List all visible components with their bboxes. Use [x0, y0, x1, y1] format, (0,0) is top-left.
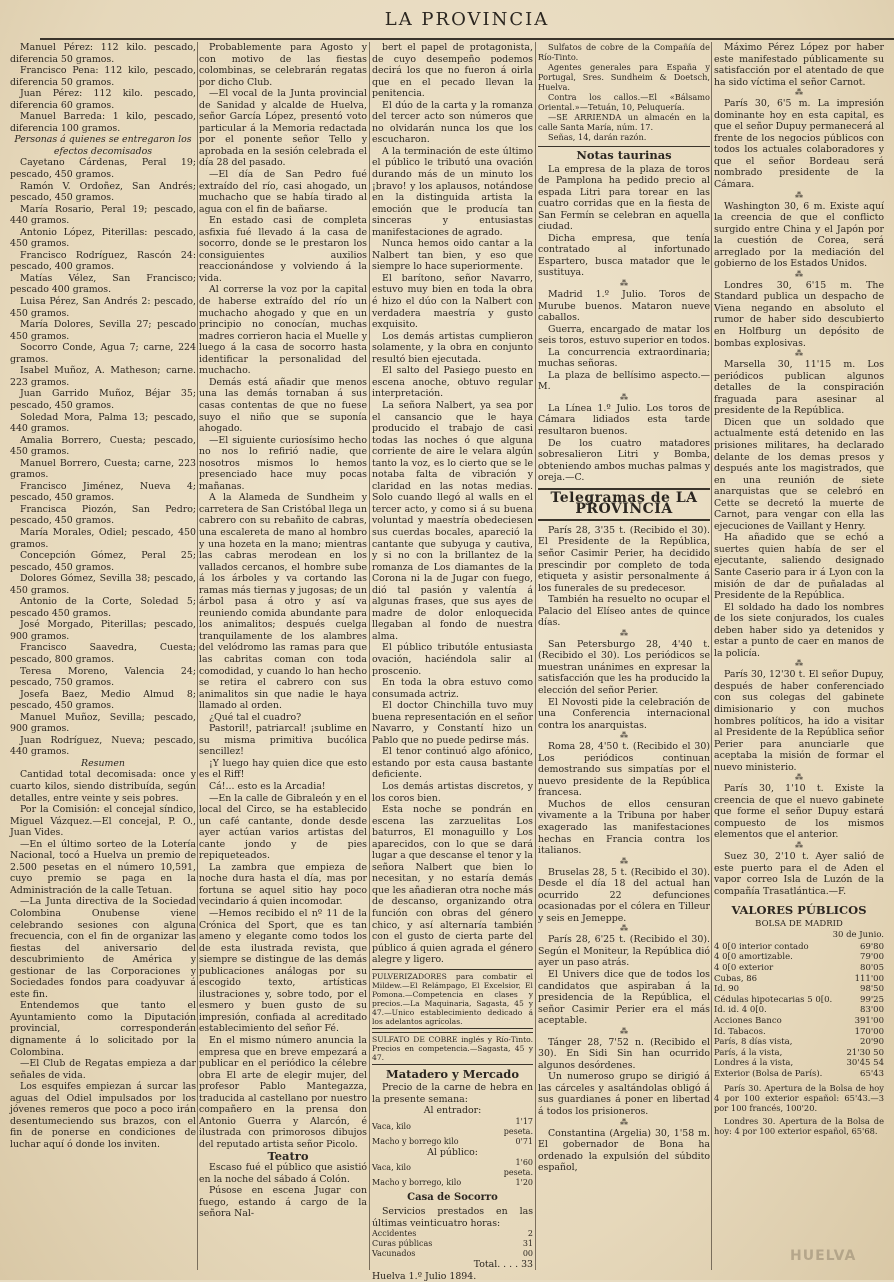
- row-value: 1'60 peseta.: [503, 1158, 533, 1178]
- article-paragraph: María Dolores, Sevilla 27; pescado 450 gramos.: [10, 319, 196, 342]
- bolsa-row: [714, 1027, 884, 1038]
- mercado-heading: Matadero y Mercado: [386, 1066, 519, 1081]
- column-rule: [711, 42, 712, 1270]
- article-paragraph: Por la Comisión: el concejal síndico, Miguel Vázquez.—El concejal, P. O., Juan Vides.: [10, 804, 196, 839]
- separator-asterisks: ⁂: [795, 88, 803, 98]
- article-paragraph: Ramón V. Ordoñez, San Andrés; pescado, 450 gramos.: [10, 180, 196, 204]
- article-paragraph: —En la calle de Gibraleón y en el local del Circo, se ha establecido un café cantante, donde desde ayer actúan varios artistas del cante jondo y de pies repiqueteados.: [199, 792, 367, 862]
- bolsa-label: París, 8 días vista,: [714, 1037, 793, 1048]
- bolsa-label: Cubas, 86: [714, 973, 758, 984]
- bolsa-label: Acciones Banco: [714, 1015, 782, 1026]
- row-label: Accidentes: [372, 1229, 417, 1239]
- article-paragraph: José Morgado, Piterillas; pescado, 900 gramos.: [10, 619, 196, 642]
- advert-line: Señas, 14, darán razón.: [548, 132, 647, 142]
- telegram-paragraph: El Univers dice que de todos los candidatos que aspiraban á la presidencia de la República, el señor Casimir Perier era el más aceptable.: [538, 969, 710, 1027]
- bolsa-label: 4 0[0 amortizable.: [714, 952, 793, 963]
- separator-asterisks: ⁂: [620, 628, 628, 638]
- mercado-intro: Precio de la carne de hebra en la presente semana:: [372, 1082, 533, 1105]
- telegram-paragraph: París 30, 6'5 m. La impresión dominante hoy en esta capital, es que el señor Dupuy permanecerá al frente de los negocios públicos con todos los actuales colaboradores y que el señor Bordeau será nombrado presidente de la Cámara.: [714, 98, 884, 191]
- telegram-paragraph: Roma 28, 4'50 t. (Recibido el 30) Los periódicos continuan demostrando sus simpatías por el nuevo presidente de la República francesa.: [538, 741, 710, 799]
- row-value: 1'20: [515, 1178, 533, 1188]
- separator-asterisks: ⁂: [795, 841, 803, 850]
- socorro-total: Total. . . . 33: [473, 1259, 533, 1271]
- mercado-row: [372, 1178, 533, 1188]
- column-rule: [369, 42, 370, 1270]
- separator-asterisks: ⁂: [620, 392, 628, 402]
- article-paragraph: Antonio López, Piterillas: pescado, 450 gramos.: [10, 226, 196, 250]
- bolsa-row: [714, 1016, 884, 1027]
- library-stamp: HUELVA: [790, 1248, 857, 1264]
- advert-line: Contra los callos.—El «Bálsamo Oriental.»—Tetuán, 10, Peluquería.: [538, 92, 710, 112]
- bolsa-value: 69'80: [860, 941, 884, 952]
- telegram-paragraph: Muchos de ellos censuran vivamente a la Tribuna por haber exagerado las manifestaciones hechas en Francia contra los italianos.: [538, 798, 710, 857]
- row-value: 0'71: [515, 1136, 533, 1146]
- bolsa-date: 30 de Junio.: [832, 930, 884, 941]
- advert-pulverizadores: PULVERIZADORES para combatir el Mildew.—El Relámpago, El Excelsior, El Pomona.—Competencia en clases y precios.—La Maquinaria, Sagasta, 45 y 47.—Unico establecimiento dedicado á los adelantos agrícolas.: [372, 969, 533, 1029]
- row-value: 00: [522, 1249, 533, 1259]
- article-paragraph: Cá!... esto es la Arcadia!: [209, 781, 326, 792]
- bolsa-row: [714, 1058, 884, 1069]
- article-paragraph: En toda la obra estuvo como consumada actriz.: [372, 677, 533, 700]
- article-paragraph: En el mismo número anuncia la empresa que en breve empezará a publicar en el periódico la célebre obra El arte de elegir mujer, del profesor Pablo Mantegazza, traducida al castellano por nuestro compañero en la prensa don Antonio Guerra y Alarcón, é ilustrada con primorosos dibujos del reputado artista señor Picolo.: [199, 1035, 367, 1150]
- row-label: Vaca, kilo: [372, 1163, 411, 1173]
- article-paragraph: Juan Pérez: 112 kilo. pescado, diferencia 60 gramos.: [10, 88, 196, 111]
- bolsa-table: [714, 942, 884, 1080]
- bolsa-label: Londres á la vista,: [714, 1058, 794, 1069]
- column-5: [714, 42, 884, 1267]
- telegram-paragraph: Washington 30, 6 m. Existe aquí la creencia de que el conflicto surgido entre China y el Japón por la cuestión de Corea, será arreglado por la mediación del gobierno de los Estados Unidos.: [714, 200, 884, 270]
- telegram-paragraph: París 28, 6'25 t. (Recibido el 30). Según el Moniteur, la República dió ayer un paso atrás.: [538, 934, 710, 969]
- article-paragraph: El tenor continuó algo afónico, estando por esta causa bastante deficiente.: [372, 746, 533, 781]
- article-paragraph: Amalia Borrero, Cuesta; pescado, 450 gramos.: [10, 434, 196, 458]
- article-paragraph: Esta noche se pondrán en escena las zarzuelitas Los baturros, El monaguillo y Los aparecidos, con lo que se dará lugar a que descanse el tenor y la señora Nalbert que bien lo necesitan, y no estaría demás que les añadieran otra noche más de descanso, organizando otra función con obras del género chico, y así alternaría también con el gusto de cierta parte del público á quien agrada el género alegre y ligero.: [372, 804, 534, 966]
- article-paragraph: Guerra, encargado de matar los seis toros, estuvo superior en todos.: [538, 323, 710, 347]
- article-paragraph: Josefa Baez, Medio Almud 8; pescado, 450 gramos.: [10, 688, 196, 712]
- column-4: [538, 42, 710, 1267]
- article-paragraph: Dicha empresa, que tenía contratado al infortunado Espartero, busca matador que le sustituya.: [538, 232, 710, 279]
- advert-line: Sulfatos de cobre de la Compañía de Río-Tinto.: [538, 42, 710, 62]
- article-paragraph: Manuel Pérez: 112 kilo. pescado, diferencia 50 gramos.: [10, 42, 196, 65]
- telegram-paragraph: Tánger 28, 7'52 n. (Recibido el 30). En Sidi Sin han ocurrido algunos desórdenes.: [538, 1036, 710, 1071]
- article-paragraph: —Hemos recibido el nº 11 de la Crónica del Sport, que es tan ameno y elegante como todos los de esta ilustrada revista, que siempre se distingue de las demás publicaciones análogas por su escogido texto, artísticas ilustraciones y, sobre todo, por el esmero y buen gusto de su impresión, confiada al acreditado establecimiento del señor Fé.: [199, 908, 367, 1035]
- telegram-paragraph: París 30, 1'10 t. Existe la creencia de que el nuevo gabinete que forme el señor Dupuy estará compuesto de los mismos elementos que el anterior.: [714, 783, 884, 841]
- article-paragraph: Francisca Piozón, San Pedro; pescado, 450 gramos.: [10, 503, 196, 527]
- bolsa-label: Cédulas hipotecarias 5 0[0.: [714, 994, 833, 1005]
- separator-asterisks: ⁂: [795, 190, 803, 200]
- article-paragraph: Isabel Muñoz, A. Matheson; carne. 223 gramos.: [10, 365, 196, 388]
- row-label: Macho y borrego kilo: [372, 1136, 459, 1146]
- article-paragraph: Los esquifes empiezan á surcar las aguas del Odiel impulsados por los jóvenes remeros que poco a poco irán desentumeciendo sus brazos, con el fin de ponerse en condiciones de luchar aquí ó donde los inviten.: [10, 1081, 196, 1150]
- article-paragraph: El doctor Chinchilla tuvo muy buena representación en el señor Navarro, y Constantí hizo un Pablo que no puede pedirse más.: [372, 700, 533, 746]
- row-value: 1'17 peseta.: [503, 1116, 533, 1136]
- bolsa-row: [714, 942, 884, 953]
- article-paragraph: Matías Vélez, San Francisco; pescado 400 gramos.: [10, 272, 196, 296]
- article-paragraph: La zambra que empieza de noche dura hasta el día, mas por fortuna se aquel sitio hay poco vecindario á quien incomodar.: [199, 861, 367, 908]
- bolsa-label: Exterior (Bolsa de París).: [714, 1068, 823, 1079]
- bolsa-row: [714, 952, 884, 963]
- bolsa-note-londres: Londres 30. Apertura de la Bolsa de hoy: 4 por 100 exterior español, 65'68.: [714, 1115, 884, 1136]
- bolsa-value: 65'43: [860, 1068, 884, 1079]
- article-paragraph: La señora Nalbert, ya sea por el cansancio que le haya producido el trabajo de casi todas las noches ó que alguna corriente de aire le velara algún tanto la voz, es lo cierto que se le notaba falta de vibración y claridad en las notas medias. Solo cuando llegó al walls en el tercer acto, y como si á su buena voluntad y maestría obedeciesen sus cuerdas bocales, apareció la cantante que subyuga y cautiva, y si no con la brillantez de la romanza de Los diamantes de la Corona ni la de Jugar con fuego, dió tal pasión y valentía á algunas frases, que sus ayes de madre de dolor enloquecida llegaban al fondo de nuestra alma.: [372, 399, 533, 642]
- bolsa-value: 83'00: [860, 1005, 884, 1016]
- article-paragraph: La concurrencia extraordinaria; muchas señoras.: [538, 346, 710, 370]
- article-paragraph: Cayetano Cárdenas, Peral 19; pescado, 450 gramos.: [10, 157, 196, 181]
- article-paragraph: Entendemos que tanto el Ayuntamiento como la Diputación provincial, corresponderán dignamente á lo solicitado por la Colombina.: [10, 1000, 196, 1058]
- bolsa-row: [714, 1048, 884, 1059]
- article-paragraph: De los cuatro matadores sobresalieron Litri y Bomba, obteniendo ambos muchas palmas y oreja.—C.: [538, 437, 710, 484]
- separator-asterisks: ⁂: [795, 269, 803, 279]
- socorro-date: Huelva 1.º Julio 1894.: [372, 1270, 477, 1282]
- article-paragraph: ¡Y luego hay quien dice que esto es el Riff!: [199, 757, 367, 781]
- separator-asterisks: ⁂: [620, 279, 628, 289]
- column-rule: [535, 42, 536, 1270]
- column-2: [199, 42, 367, 1267]
- socorro-table: [372, 1229, 533, 1259]
- article-paragraph: Francisco Saavedra, Cuesta; pescado, 800 gramos.: [10, 642, 196, 665]
- article-paragraph: Los demás artistas discretos, y los coros bien.: [372, 781, 533, 804]
- article-paragraph: Teatro: [267, 1148, 309, 1163]
- article-paragraph: —El Club de Regatas empieza a dar señales de vida.: [10, 1058, 196, 1081]
- separator-asterisks: ⁂: [620, 856, 628, 866]
- article-paragraph: Juan Garrido Muñoz, Béjar 35; pescado, 450 gramos.: [10, 388, 196, 411]
- bolsa-value: 391'00: [854, 1015, 884, 1026]
- article-paragraph: Soledad Mora, Palma 13; pescado, 440 gramos.: [10, 411, 196, 435]
- telegram-paragraph: París 28, 3'35 t. (Recibido el 30). El Presidente de la República, señor Casimir Perier, ha decidido prescindir por completo de toda etiqueta y asistir personalmente á los funerales de su predecesor.: [538, 524, 710, 594]
- article-paragraph: Socorro Conde, Agua 7; carne, 224 gramos.: [10, 342, 196, 365]
- telegram-paragraph: Londres 30, 6'15 m. The Standard publica un despacho de Viena negando en absoluto el rumor de haber sido descubierto en Holfburg un depósito de bombas explosivas.: [714, 279, 884, 349]
- separator-asterisks: ⁂: [795, 349, 803, 359]
- bolsa-row: [714, 1069, 884, 1080]
- mercado-table-publico: [372, 1158, 533, 1188]
- telegram-paragraph: Marsella 30, 11'15 m. Los periódicos publican algunos detalles de la conspiración fraguada para asesinar al presidente de la República.: [714, 359, 884, 417]
- advert-line: Agentes generales para España y Portugal, Sres. Sundheim & Doetsch, Huelva.: [538, 62, 710, 92]
- article-paragraph: Cantidad total decomisada: once y cuarto kilos, siendo distribuída, según detalles, entre veinte y seis pobres.: [10, 769, 196, 804]
- taurinas-heading: Notas taurinas: [538, 146, 710, 162]
- article-paragraph: El salto del Pasiego puesto en escena anoche, obtuvo regular interpretación.: [372, 365, 533, 400]
- mercado-row: [372, 1117, 533, 1137]
- separator-asterisks: ⁂: [620, 1117, 628, 1127]
- article-paragraph: —El vocal de la Junta provincial de Sanidad y alcalde de Huelva, señor García López, presentó voto particular á la Memoria redactada por el ponente señor Tello y aprobada en la sesión celebrada el día 28 del pasado.: [199, 88, 367, 169]
- article-paragraph: —La Junta directiva de la Sociedad Colombina Onubense viene celebrando sesiones con alguna frecuencia, con el fin de organizar las fiestas del aniversario del descubrimiento de América y gestionar de las Corporaciones y Sociedades fondos para coadyuvar á este fin.: [10, 896, 196, 1000]
- mercado-sub-entrador: Al entrador:: [423, 1105, 482, 1117]
- article-paragraph: Probablemente para Agosto y con motivo de las fiestas colombinas, se celebrarán regatas por dicho Club.: [199, 42, 367, 88]
- bolsa-label: Id. id. 4 0[0.: [714, 1005, 767, 1016]
- mercado-table-entrador: [372, 1117, 533, 1147]
- bolsa-value: 21'30 50: [846, 1047, 884, 1058]
- article-paragraph: El dúo de la carta y la romanza del tercer acto son números que no olvidarán nunca los que los escucharon.: [372, 99, 533, 146]
- column-rule: [197, 42, 198, 1270]
- article-paragraph: El barítono, señor Navarro, estuvo muy bien en toda la obra é hizo el dúo con la Nalbert con verdadera maestría y gusto exquisito.: [372, 272, 533, 331]
- article-paragraph: La empresa de la plaza de toros de Pamplona ha pedido precio al espada Litri para torear en las cuatro corridas que en la fiesta de San Fermín se celebran en aquella ciudad.: [538, 163, 710, 233]
- article-paragraph: María Morales, Odiel; pescado, 450 gramos.: [10, 526, 196, 550]
- socorro-intro: Servicios prestados en las últimas veinticuatro horas:: [372, 1206, 533, 1229]
- row-value: 31: [522, 1239, 533, 1249]
- bolsa-subheading: BOLSA DE MADRID: [755, 918, 843, 929]
- bolsa-label: Id. 90: [714, 984, 740, 995]
- telegram-paragraph: San Petersburgo 28, 4'40 t. (Recibido el 30). Los periódicos se muestran unánimes en expresar la satisfacción que les ha producido la elección del señor Perier.: [538, 638, 710, 696]
- telegram-paragraph: Un numeroso grupo se dirigió á las cárceles y asaltándolas obligó á sus guardianes á poner en libertad á todos los prisioneros.: [538, 1071, 710, 1118]
- telegram-paragraph: Bruselas 28, 5 t. (Recibido el 30). Desde el día 18 del actual han ocurrido 22 defunciones ocasionadas por el cólera en Tilleur y seis en Jemeppe.: [538, 866, 710, 924]
- row-label: Curas públicas: [372, 1239, 433, 1249]
- bolsa-row: [714, 984, 884, 995]
- separator-asterisks: ⁂: [795, 659, 803, 669]
- article-paragraph: Francisco Pena: 112 kilo, pescado, diferencia 50 gramos.: [10, 65, 196, 88]
- masthead-title: LA PROVINCIA: [384, 9, 550, 30]
- bolsa-label: París, á la vista,: [714, 1047, 783, 1058]
- bolsa-value: 80'05: [860, 963, 884, 974]
- row-label: Vaca, kilo: [372, 1121, 411, 1131]
- bolsa-value: 170'00: [854, 1026, 884, 1037]
- telegram-paragraph: Dicen que un soldado que actualmente está detenido en las prisiones militares, ha declarado delante de los demas presos y después ante los magistrados, que en una reunión de siete anarquistas que se celebró en Cette se decretó la muerte de Carnot, para vengar con ella las ejecuciones de Vaillant y Henry.: [714, 416, 884, 532]
- article-paragraph: Francisco Rodríguez, Rascón 24: pescado, 400 gramos.: [10, 249, 196, 273]
- column-1: [10, 42, 196, 1267]
- article-paragraph: El público tributóle entusiasta ovación, haciéndola salir al proscenio.: [372, 642, 533, 677]
- telegram-paragraph: También ha resuelto no ocupar el Palacio del Elíseo antes de quince días.: [538, 594, 710, 629]
- article-paragraph: Concepción Gómez, Peral 25; pescado, 450 gramos.: [10, 550, 196, 573]
- mercado-row: [372, 1158, 533, 1178]
- advert-line: —SE ARRIENDA un almacén en la calle Santa María, núm. 17.: [538, 112, 710, 132]
- bolsa-value: 79'00: [860, 952, 884, 963]
- mercado-sub-publico: Al público:: [427, 1146, 478, 1158]
- article-paragraph: Luisa Pérez, San Andrés 2: pescado, 450 gramos.: [10, 296, 196, 319]
- masthead: [40, 6, 894, 40]
- separator-asterisks: ⁂: [620, 1026, 628, 1036]
- bolsa-row: [714, 1005, 884, 1016]
- bolsa-value: 98'50: [860, 984, 884, 995]
- telegram-paragraph: El soldado ha dado los nombres de los siete conjurados, los cuales deben haber sido ya detenidos y estar a punto de caer en manos de la policía.: [714, 601, 884, 659]
- article-paragraph: Dolores Gómez, Sevilla 38; pescado, 450 gramos.: [10, 573, 196, 596]
- article-paragraph: Manuel Barreda: 1 kilo, pescado, diferencia 100 gramos.: [10, 111, 196, 134]
- socorro-row: [372, 1239, 533, 1249]
- separator-asterisks: ⁂: [620, 924, 628, 934]
- article-paragraph: La Línea 1.º Julio. Los toros de Cámara lidiados esta tarde resultaron buenos.: [538, 402, 710, 438]
- article-paragraph: Manuel Borrero, Cuesta; carne, 223 gramos.: [10, 457, 196, 481]
- separator-asterisks: ⁂: [620, 731, 628, 741]
- bolsa-label: 4 0[0 interior contado: [714, 941, 809, 952]
- article-paragraph: Manuel Muñoz, Sevilla; pescado, 900 gramos.: [10, 711, 196, 735]
- valores-heading: VALORES PÚBLICOS: [731, 903, 867, 918]
- article-paragraph: —El día de San Pedro fué extraído del río, casi ahogado, un muchacho que se había tirado al agua con el fin de bañarse.: [199, 169, 367, 215]
- article-paragraph: Los demás artistas cumplieron solamente, y la obra en conjunto resultó bien ejecutada.: [372, 330, 533, 365]
- socorro-row: [372, 1249, 533, 1259]
- socorro-row: [372, 1229, 533, 1239]
- article-paragraph: —El siguiente curiosísimo hecho no nos lo refirió nadie, que nosotros mismos lo hemos presenciado hace muy pocas mañanas.: [199, 434, 367, 492]
- socorro-heading: Casa de Socorro: [407, 1192, 498, 1204]
- advert-sulfato: SULFATO DE COBRE inglés y Río-Tinto. Precios en competencia.—Sagasta, 45 y 47.: [372, 1032, 533, 1065]
- telegram-paragraph: Máximo Pérez López por haber este manifestado públicamente su satisfacción por el atentado de que ha sido víctima el señor Carnot.: [714, 42, 884, 88]
- bolsa-row: [714, 1037, 884, 1048]
- bolsa-label: 4 0[0 exterior: [714, 963, 774, 974]
- telegramas-heading: Telegramas de LA PROVINCIA: [538, 488, 710, 521]
- bolsa-value: 111'00: [854, 973, 884, 984]
- article-paragraph: Al correrse la voz por la capital de haberse extraído del río un muchacho ahogado y que en un principio no conocían, muchas madres corrieron hacia el Muelle y luego á la casa de socorro hasta identificar la personalidad del muchacho.: [199, 284, 367, 377]
- article-paragraph: Francisco Jiménez, Nueva 4; pescado, 450 gramos.: [10, 480, 196, 504]
- article-paragraph: María Rosario, Peral 19; pescado, 440 gramos.: [10, 203, 196, 227]
- bolsa-row: [714, 995, 884, 1006]
- bolsa-value: 30'45 54: [846, 1058, 884, 1069]
- bolsa-row: [714, 963, 884, 974]
- article-paragraph: ¿Qué tal el cuadro?: [209, 711, 302, 723]
- telegram-paragraph: Suez 30, 2'10 t. Ayer salió de este puerto para el de Aden el vapor correo Isla de Luzón de la compañía Trasatlántica.—F.: [714, 851, 884, 897]
- bolsa-value: 99'25: [860, 994, 884, 1005]
- article-paragraph: Resumen: [81, 757, 125, 769]
- article-paragraph: La plaza de bellísimo aspecto.—M.: [538, 369, 710, 393]
- bolsa-value: 20'90: [860, 1037, 884, 1048]
- article-paragraph: Púsose en escena Jugar con fuego, estando á cargo de la señora Nal-: [199, 1185, 367, 1220]
- row-label: Macho y borrego, kilo: [372, 1178, 462, 1188]
- article-paragraph: Pastoril!, patriarcal! ¡sublime en su misma primitiva bucólica sencillez!: [199, 723, 367, 758]
- article-paragraph: Nunca hemos oido cantar a la Nalbert tan bien, y eso que siempre lo hace superiormente.: [372, 238, 533, 273]
- article-paragraph: Juan Rodríguez, Nueva; pescado, 440 gramos.: [10, 734, 196, 758]
- row-label: Vacunados: [372, 1249, 416, 1259]
- bolsa-row: [714, 974, 884, 985]
- article-paragraph: Personas á quienes se entregaron los efectos decomisados: [14, 134, 192, 157]
- telegram-paragraph: Ha añadido que se echó a suertes quien había de ser el ejecutante, saliendo designado Sante Caserio para ir á Lyon con la misión de dar de puñaladas al Presidente de la República.: [714, 532, 884, 602]
- telegram-paragraph: El Novosti pide la celebración de una Conferencia internacional contra los anarquistas.: [538, 696, 710, 731]
- article-paragraph: Antonio de la Corte, Soledad 5; pescado 450 gramos.: [10, 596, 196, 619]
- article-paragraph: En estado casi de completa asfixia fué llevado á la casa de socorro, donde se le prestaron los consiguientes auxilios reaccionándose y volviendo á la vida.: [199, 215, 367, 284]
- article-paragraph: A la Alameda de Sundheim y carretera de San Cristóbal llega un cabrero con su rebañito de cabras, una escalereta de mano al hombro y una hozeta en la mano; mientras las cabras merodean en los vallados cercanos, el hombre sube á los árboles y va cortando las ramas más tiernas y jugosas; de un árbol pasa á otro y así va reuniendo comida abundante para los animalitos; después cuelga tranquilamente de los alambres del velódromo las ramas para que las cabritas coman con toda comodidad, y cuando lo han hecho se retira el cabrero con sus animalitos sin que nadie le haya llamado al orden.: [199, 492, 367, 712]
- article-paragraph: A la terminación de este último el público le tributó una ovación durando más de un minuto los ¡bravo! y los aplausos, notándose en la distinguida artista la emoción que le producía tan sinceras y entusiastas manifestaciones de agrado.: [372, 145, 533, 238]
- bolsa-note-paris: París 30. Apertura de la Bolsa de hoy 4 por 100 exterior español: 65'43.—3 por 100 francés, 100'20.: [714, 1082, 884, 1113]
- article-paragraph: Demás está añadir que menos una las demás tornaban á sus casas contentas de que no fuese suyo el niño que se suponía ahogado.: [199, 376, 367, 435]
- separator-asterisks: ⁂: [795, 773, 803, 783]
- row-value: 2: [527, 1229, 533, 1239]
- mercado-row: [372, 1137, 533, 1147]
- article-paragraph: Teresa Moreno, Valencia 24; pescado, 750 gramos.: [10, 665, 196, 689]
- telegram-paragraph: París 30, 12'30 t. El señor Dupuy, después de haber conferenciado con sus colegas del gabinete dimisionario y con muchos hombres políticos, ha ido a visitar al Presidente de la República señor Perier para anunciarle que aceptaba la misión de formar el nuevo ministerio.: [714, 669, 884, 773]
- article-paragraph: Escaso fué el público que asistió en la noche del sábado á Colón.: [199, 1162, 367, 1185]
- article-paragraph: —En el último sorteo de la Lotería Nacional, tocó a Huelva un premio de 2.500 pesetas en el número 10,591, cuyo premio se paga en la Administración de la calle Tetuan.: [10, 838, 196, 896]
- telegram-paragraph: Constantina (Argelia) 30, 1'58 m. El gobernador de Bona ha ordenado la expulsión del súbdito español,: [538, 1127, 710, 1174]
- column-3: [372, 42, 534, 1282]
- article-paragraph: bert el papel de protagonista, de cuyo desempeño podemos decirá los que no fueron á oirla que en el pecado llevan la penitencia.: [372, 42, 533, 100]
- bolsa-label: Id. Tabacos.: [714, 1026, 766, 1037]
- article-paragraph: Madrid 1.º Julio. Toros de Murube buenos. Mataron nueve caballos.: [538, 289, 710, 324]
